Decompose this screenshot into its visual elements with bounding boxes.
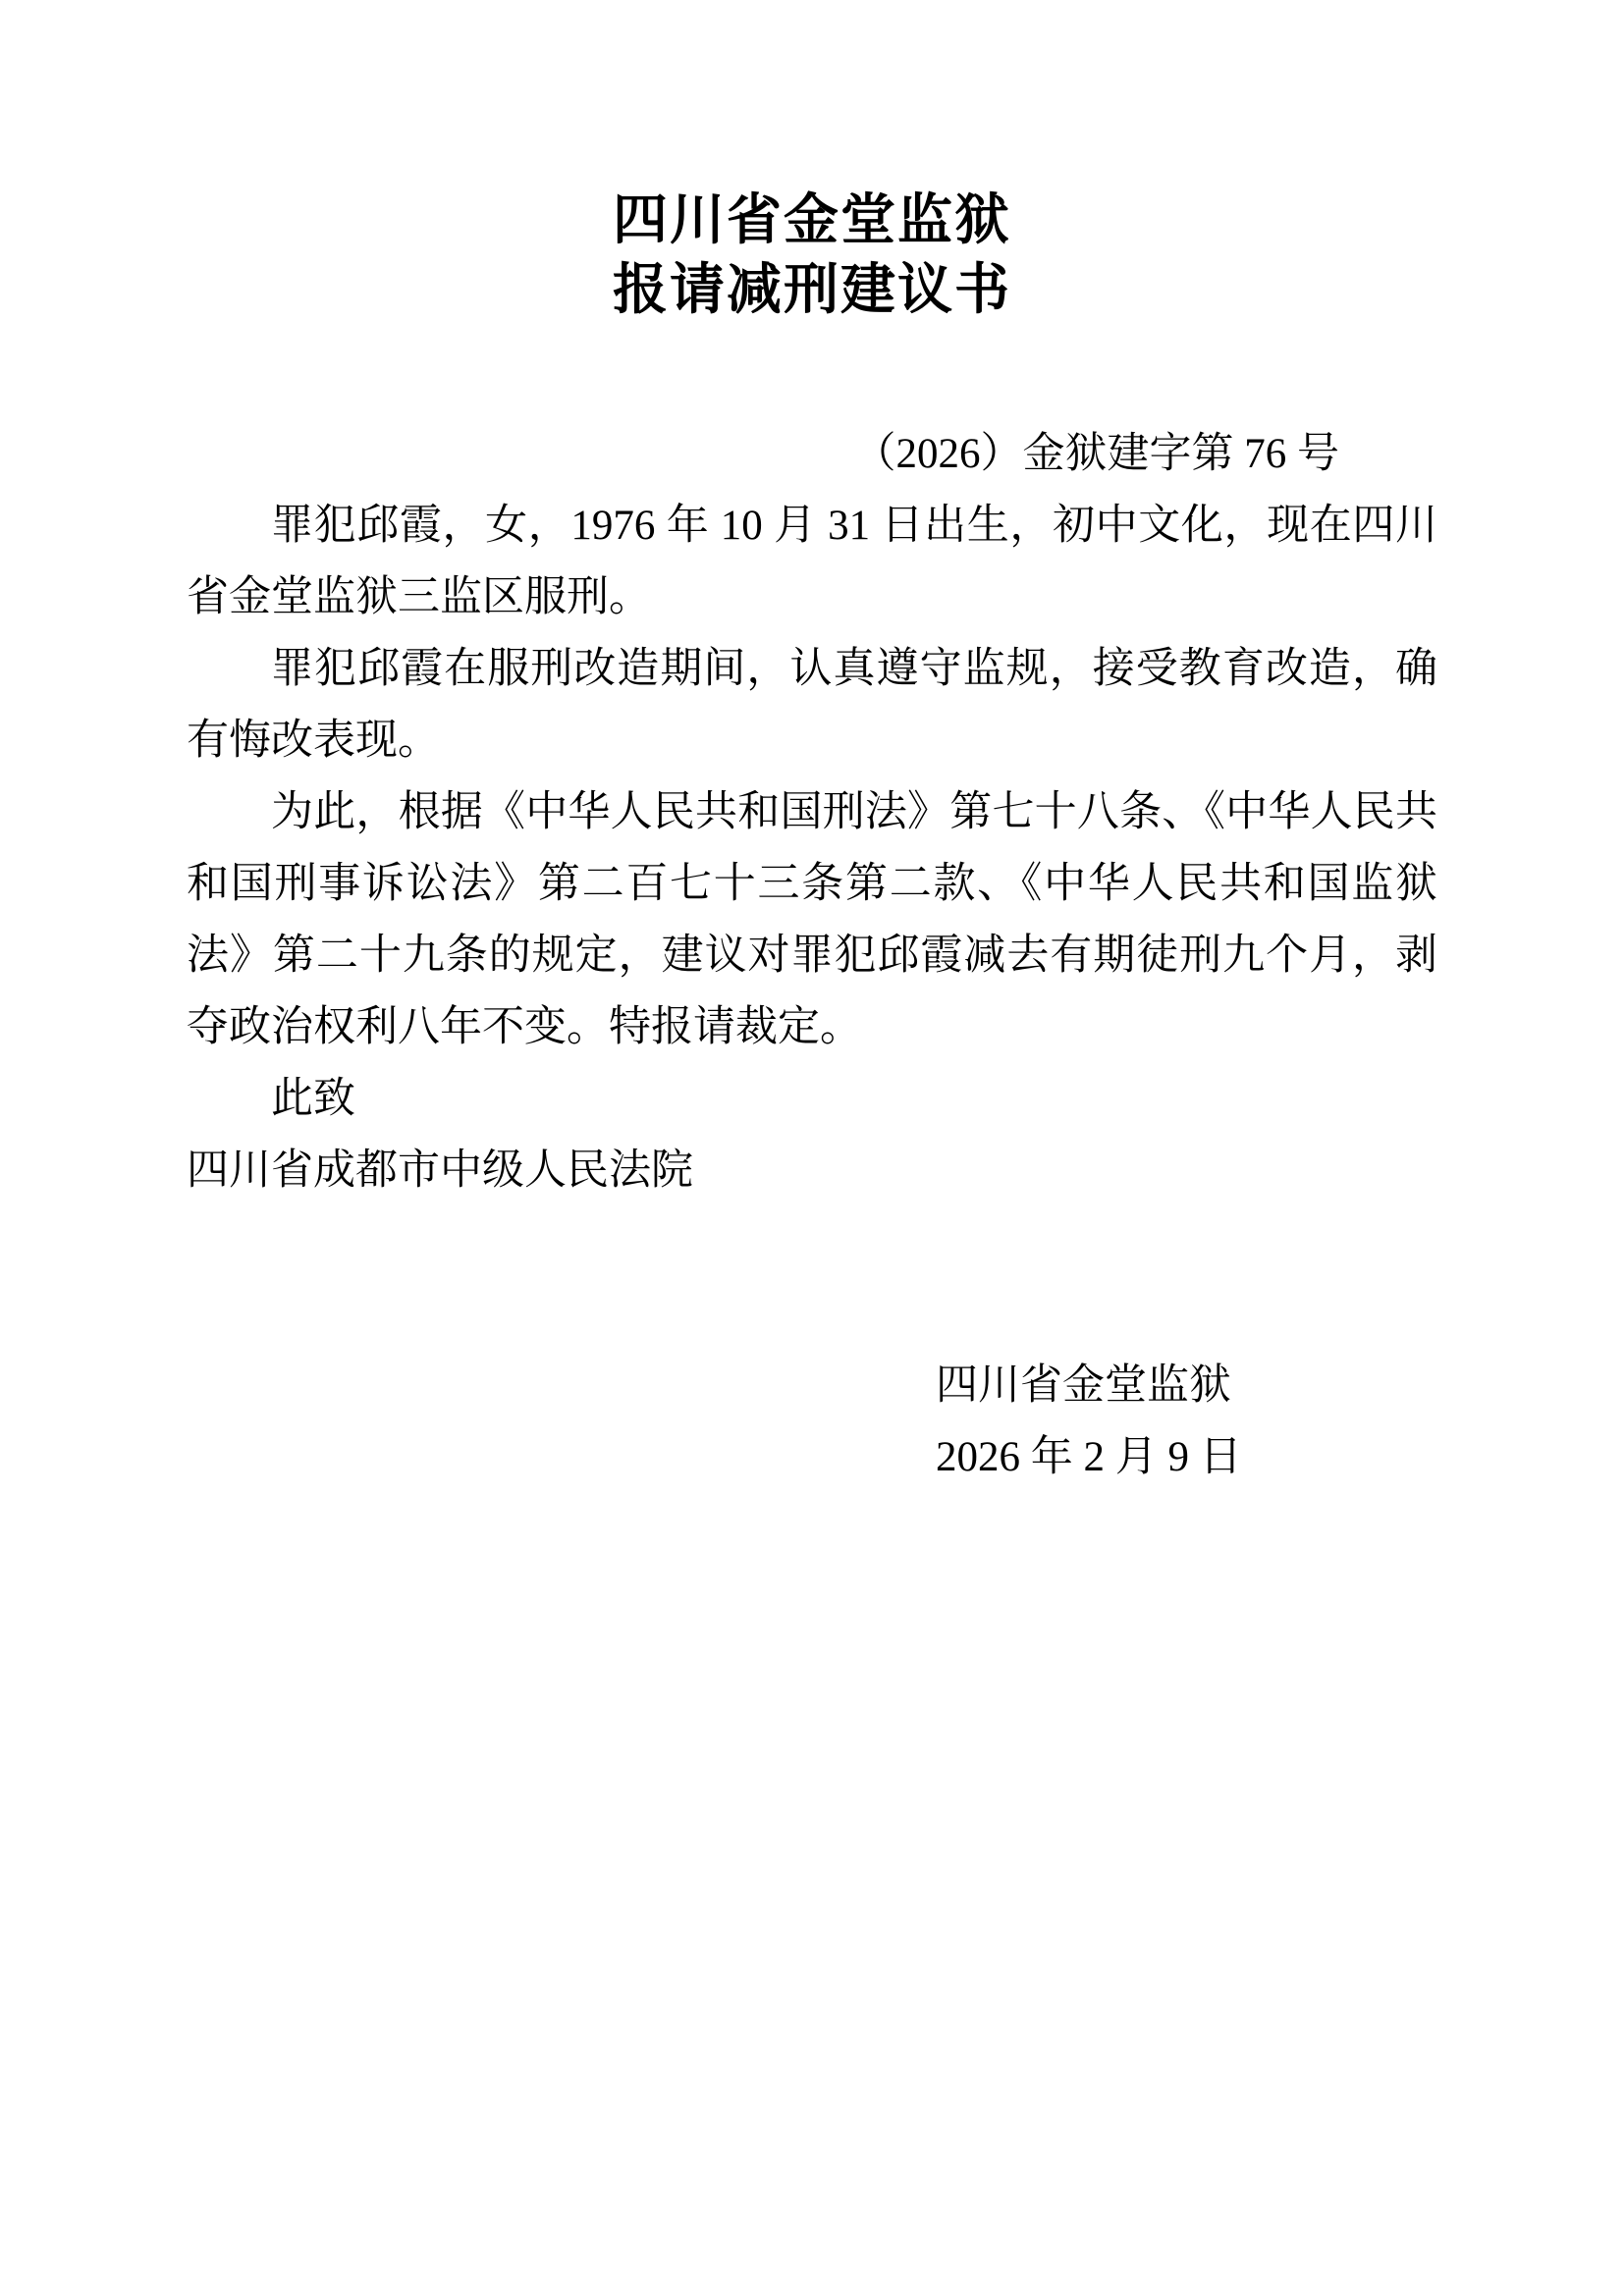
document-title-line2: 报请减刑建议书 [613,258,1011,320]
signature-org: 四川省金堂监狱 [936,1362,1231,1409]
paragraph-legal-basis: 为此，根据《中华人民共和国刑法》第七十八条、《中华人民共和国刑事诉讼法》第二百七十三条第二款、《中华人民共和国监狱法》第二十九条的规定，建议对罪犯邱霞减去有期徒刑九个月，剥夺政治权利八年不变。特报请裁定。 [187,789,1437,1050]
document-title [0,0,1624,324]
document-number: （2026）金狱建字第 76 号 [853,431,1339,477]
paragraph-behavior: 罪犯邱霞在服刑改造期间，认真遵守监规，接受教育改造，确有悔改表现。 [187,646,1437,764]
document-title-line1: 四川省金堂监狱 [613,188,1011,250]
salutation: 此致 [271,1076,355,1122]
signature-date: 2026 年 2 月 9 日 [936,1434,1242,1480]
signature-block [187,1350,1437,1493]
paragraph-offender-info: 罪犯邱霞，女，1976 年 10 月 31 日出生，初中文化，现在四川省金堂监狱三监区服刑。 [187,503,1437,620]
recipient-court: 四川省成都市中级人民法院 [187,1148,693,1194]
document-body [187,418,1437,1493]
